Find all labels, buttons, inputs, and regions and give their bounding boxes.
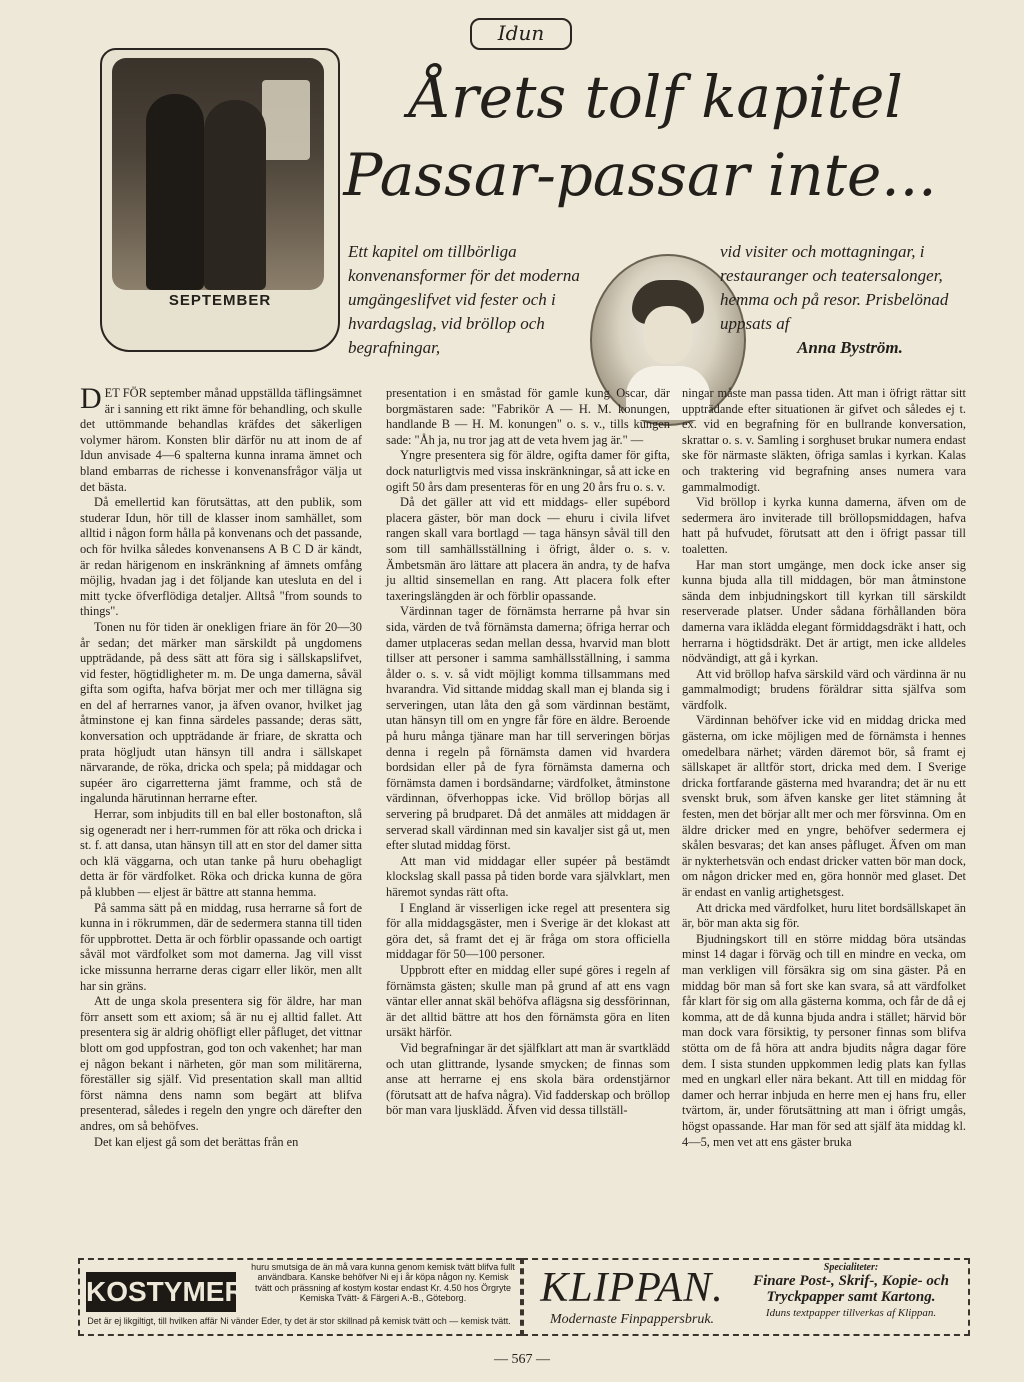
title-line-2: Passar-passar inte... [343, 141, 937, 209]
paragraph: Då det gäller att vid ett middags- eller supébord placera gäster, bör man dock — ehuru i civila lifvet rangen skall vara bortlagd — taga hänsyn såväl till den som till samhällsställning i öfrigt, ålder o. s. v. Ämbetsmän äro lättare att placera än andra, ty de hafva ju alltid sinsemellan en rang. Att placera folk efter taxeringslängden är och förblir opassande. [386, 495, 670, 603]
klippan-advertisement [522, 1258, 970, 1336]
text-column-3 [682, 386, 966, 1149]
paragraph: På samma sätt på en middag, rusa herrarne så fort de kunna in i rökrummen, där de sedermera stanna till tiden för uppbrottet. Detta är och förblir opassande och oartigt såväl mot värdfolket som mot damerna. Jag vill visst icke missunna herrarne deras cigarr eller likör, men allt har sin gräns. [80, 900, 362, 993]
paragraph: Yngre presentera sig för äldre, ogifta damer för gifta, dock naturligtvis med vissa inskränkningar, så att icke en ogift 50 års dam presenteras för en ung 20 års fru o. s. v. [386, 448, 670, 494]
kostymer-ad-footer: Det är ej likgiltigt, till hvilken affär Ni vänder Eder, ty det är stor skillnad på kemisk tvätt och — kemisk tvätt. [87, 1316, 511, 1326]
lead-text-left: Ett kapitel om tillbörliga konvenansformer för det moderna umgängeslifvet vid fester och i hvardagslag, vid bröllop och begrafningar, [348, 242, 580, 357]
paragraph: presentation i en småstad för gamle kung Oscar, där borgmästaren sade: "Fabrikör A — H. M. konungen, handlande B — H. M. konungen" o. s. v., tills kungen sade: "Åh ja, nu tror jag att de veta hvem jag är." — [386, 386, 670, 447]
klippan-note: Iduns textpapper tillverkas af Klippan. [765, 1307, 937, 1319]
page-number: — 567 — [494, 1352, 550, 1367]
paragraph: Att vid bröllop hafva särskild värd och värdinna är nu gammalmodigt; brudens föräldrar sitta själfva som värdfolk. [682, 666, 966, 712]
kostymer-advertisement [78, 1258, 522, 1336]
lead-right-text: vid visiter och mottagningar, i restauranger och teatersalonger, hemma och på resor. Prisbelönad uppsats af [720, 242, 949, 333]
masthead-logo: Idun [470, 18, 572, 50]
paragraph: Värdinnan behöfver icke vid en middag dricka med gästerna, om icke möjligen med de förnämsta i hennes omedelbara närhet; värden däremot bör, så framt ej sällskapet är alltför stort, dricka med dem. I Sverige dricka fortfarande gästerna med hvarandra; det är nu ett svenskt bruk, som äfven kanske ger litet stämning åt festen, men det börjar allt mer och mer försvinna. Om en äldre dricker med en yngre, behöfver sedermera ej skålen besvaras; det kan anses påfluget. Äfven om man är nykterhetsvän och endast dricker vatten bör man dock, om någon dricker med en, göra honnör med glaset. Det är endast en vanlig artighetsgest. [682, 713, 966, 899]
paragraph: DET FÖR september månad uppställda täflingsämnet är i sanning ett rikt ämne för behandling, och skulle det uttömmande behandlas kräfdes det säkerligen volymer härom. Konsten blir därför nu att inom de af Idun anvisade 4—6 spalterna kunna inrama ämnet och bland embarras de richesse i konvenansfrågor välja ut det bästa. [80, 382, 362, 494]
paragraph: Då emellertid kan förutsättas, att den publik, som studerar Idun, hör till de klasser inom samhället, som alltid i någon form hålla på konvenans och det passande, och för hvilka således konvenansens A B C D är kändt, är redan härigenom en inskränkning af ämnets omfång möjlig, hvadan jag i det följande kan utesluta en del i mitt tycke öfverflödiga detaljer. Alltså "from sounds to things". [80, 495, 362, 619]
paragraph: Har man stort umgänge, men dock icke anser sig kunna bjuda alla till middagen, bör man åtminstone sända dem inbjudningskort till kyrkan till särskildt reserverade platser. Under sådana förhållanden böra damerna vara iklädda elegant förmiddagsdräkt i hatt, och herrarna i högtidsdräkt. Det är artigt, men icke alldeles nödvändigt, att gå i kyrkan. [682, 557, 966, 666]
paragraph: Att dricka med värdfolket, huru litet bordsällskapet än är, bör man akta sig för. [682, 900, 966, 931]
paragraph: Vid bröllop i kyrka kunna damerna, äfven om de sedermera äro inviterade till bröllopsmiddagen, hafva hatt på hufvudet, förutsatt att den i öfrigt passar till toaletten. [682, 495, 966, 556]
paragraph: Att man vid middagar eller supéer på bestämdt klockslag skall passa på tiden borde vara självklart, men häremot syndas rätt ofta. [386, 853, 670, 899]
paragraph: Det kan eljest gå som det berättas från en [94, 1134, 299, 1149]
paragraph: Tonen nu för tiden är onekligen friare än för 20—30 år sedan; det märker man särskildt på ungdomens uppträdande, på dess sätt att föra sig i sällskapslifvet, vid fester, högtidligheter m. m. De unga damerna, såväl gifta som ogifta, hafva börjat mer och mer tillägna sig en del af herrarnes vanor, ja äfven ovanor, hvilket jag åtminstone ej kan finna särdeles passande; deras sätt, konversation och uppträdande är friare, de skratta och prata högljudt utan hänsyn till andra i sällskapet närvarande, de röka, dricka och spela; på middagar och supéer äro cigarretterna jämt framme, och stå de ingalunda härutinnan herrarne efter. [80, 619, 362, 806]
lead-text-right [720, 240, 980, 360]
klippan-tagline: Modernaste Finpappersbruk. [549, 1312, 715, 1327]
paragraph: Bjudningskort till en större middag böra utsändas minst 14 dagar i förväg och till en mindre en vecka, om man verkligen vill försäkra sig om sina gäster. På en middag bör man så fort ske kan svara, så att värdfolket får klart för sig om alla gästerna komma, och får de då ej komma, att de då kunna bjuda andra i stället; härvid bör man dock vara försiktig, ty personer finnas som blifva stötta om de få höra att andra bjudits några dagar före dem. I sista stunden uppkommen ledig plats kan fyllas med en ungkarl eller nära bekant. Att till en middag för damer och herrar inbjuda en herre men ej hans fru, eller tvärtom, är, under förutsättning att man i öfrigt umgås, högst opassande. Har man för sed att själf äta middag kl. 4—5, men vet att ens gäster bruka [682, 931, 966, 1149]
klippan-products [738, 1262, 964, 1319]
klippan-header: Specialiteter: [823, 1262, 879, 1273]
paragraph: ningar måste man passa tiden. Att man i öfrigt rättar sitt uppträdande efter situationen är gifvet och således ej t. ex. vid en begrafning för en bullrande konversation, skrattar o. s. v. Samling i sorghuset brukar numera endast ske för närmaste släkten, öfriga samlas i kyrkan. Kalas och traktering vid begrafning anses numera vara gammalmodigt. [682, 386, 966, 494]
kostymer-ad-text: huru smutsiga de än må vara kunna genom kemisk tvätt blifva fullt användbara. Kanske behöfver Ni ej i år köpa någon ny. Kemisk tvätt och prässning af kostym kostar endast Kr. 4.50 hos Örgryte Kemiska Tvätt- & Färgeri A.-B., Göteborg. [251, 1262, 515, 1304]
title-line-1: Årets tolf kapitel [409, 63, 903, 131]
paragraph: I England är visserligen icke regel att presentera sig för alla middagsgäster, men i Sverige är det klokast att göra det, så framt det ej är fråga om stora officiella middagar för 50—100 personer. [386, 900, 670, 962]
paragraph: Herrar, som inbjudits till en bal eller bostonafton, slå sig ogeneradt ner i herr-rummen för att röka och dricka i st. f. att dansa, utan hänsyn till att en stor del damer sitta och klä väggarna, och utan tanke på huru obehagligt detta är för värdfolket. Röka och dricka kunna de göra på klubben — eljest är bättre att stanna hemma. [80, 807, 362, 899]
paragraph: Vid begrafningar är det själfklart att man är svartklädd och utan glittrande, lysande smycken; de finnas som anse att herrarne ej ens skola bära ordenstjärnor (förutsatt att de hafva några). Vid fadderskap och bröllop bör man vara ljusklädd. Äfven vid dessa tillställ- [386, 1040, 670, 1118]
illustration-caption: SEPTEMBER [168, 292, 272, 309]
text-column-1 [80, 382, 362, 1149]
paragraph: Värdinnan tager de förnämsta herrarne på hvar sin sida, värden de två förnämsta damerna; öfriga herrar och damer utplaceras sedan mellan dessa, hvarvid man blott tillser att personer i samma samhällsställning, i samma ålder o. s. v. så vidt möjligt komma tillsammans med hvarandra. Vid sittande middag skall man ej blanda sig i serveringen, utan låta den gå som värdinnan bestämt, utan hänsyn till om en yngre får före en äldre. Beroende på huru många tjänare man har till serveringen börjas denna i regeln på förnämsta damen vid hvardera bordsidan eller på de fyra förnämsta damerna och förnämsta damen i bordsändarne; värdfolket, åtminstone värdinnan, öfverhoppas icke. Vid bröllop börjas all servering på brudparet. Då det anmäles att middagen är serverad skall värdinnan med sin kavaljer sist gå ut, men efter slutad middag först. [386, 604, 670, 853]
paragraph: Att de unga skola presentera sig för äldre, har man förr ansett som ett axiom; så är nu ej alltid fallet. Att presentera sig är aldrig ohöfligt eller påfluget, det vittnar blott om god uppfostran, god ton och vakenhet; har man ej någon bekant i närheten, gör man som militärerna, föreställer sig själf. Vid presentation skall man alltid först nämna dens namn som begärt att blifva presenterad, således i regeln den yngre och därefter den andres, om så behöfves. [80, 994, 362, 1133]
kostymer-logo: KOSTYMER [86, 1272, 236, 1312]
author-byline: Anna Byström. [797, 338, 903, 357]
paragraph: Uppbrott efter en middag eller supé göres i regeln af förnämsta gästen; skulle man på grund af att ens vagn väntar eller annat skäl behöfva aflägsna sig dessförinnan, är det alltid bättre att hos den förnämsta göra en liten ursäkt härför. [386, 962, 670, 1040]
klippan-logo: KLIPPAN. [540, 1265, 724, 1311]
klippan-product-list: Finare Post-, Skrif-, Kopie- och Tryckpapper samt Kartong. [753, 1273, 949, 1305]
text-column-2 [386, 386, 670, 1118]
illustration-image [112, 58, 324, 290]
